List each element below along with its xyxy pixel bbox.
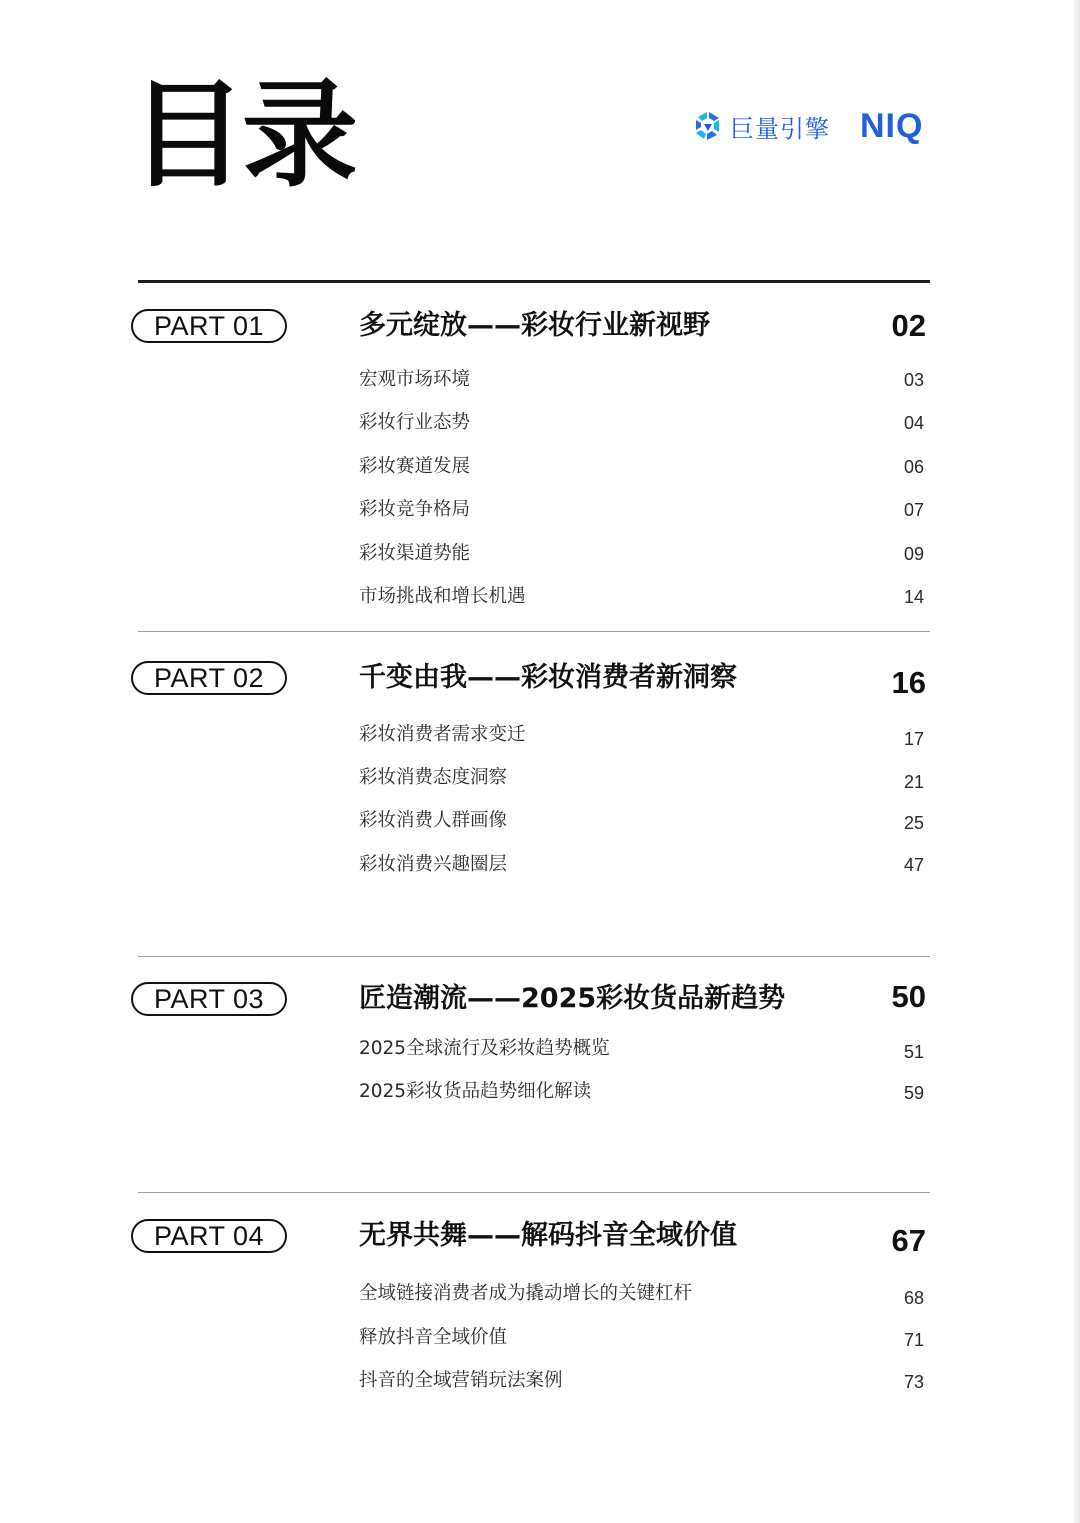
niq-logo: NIQ (860, 106, 924, 145)
part-badge: PART 04 (131, 1219, 287, 1253)
toc-item[interactable] (0, 722, 1080, 748)
toc-item-label: 彩妆赛道发展 (359, 456, 471, 477)
toc-item[interactable] (0, 367, 1080, 393)
toc-item-label: 市场挑战和增长机遇 (359, 586, 526, 607)
section-page-number: 02 (891, 308, 926, 343)
toc-item[interactable] (0, 852, 1080, 878)
toc-item[interactable] (0, 410, 1080, 436)
toc-item-page: 17 (903, 729, 924, 749)
section-page-number: 16 (891, 665, 926, 700)
toc-item[interactable] (0, 497, 1080, 523)
section-page-number: 67 (891, 1223, 926, 1258)
toc-item-label: 2025全球流行及彩妆趋势概览 (359, 1038, 610, 1059)
toc-item[interactable] (0, 1281, 1080, 1307)
toc-item-page: 68 (903, 1288, 924, 1308)
section-divider (138, 956, 930, 957)
brand-logos (692, 106, 923, 146)
toc-item-label: 彩妆消费者需求变迁 (359, 724, 526, 745)
toc-item[interactable] (0, 808, 1080, 834)
toc-item-label: 彩妆行业态势 (359, 412, 471, 433)
top-rule (138, 280, 930, 283)
toc-item[interactable] (0, 1325, 1080, 1351)
toc-item[interactable] (0, 454, 1080, 480)
toc-item-page: 09 (903, 544, 924, 564)
toc-item-label: 彩妆渠道势能 (359, 543, 471, 564)
ocean-engine-brand-text: 巨量引擎 (730, 114, 830, 143)
section-divider (138, 1192, 930, 1193)
section-title[interactable]: 无界共舞——解码抖音全域价值 (359, 1220, 737, 1251)
ocean-engine-logo-icon (692, 109, 726, 143)
section-divider (138, 631, 930, 632)
toc-item-page: 21 (903, 772, 924, 792)
toc-item-label: 全域链接消费者成为撬动增长的关键杠杆 (359, 1283, 693, 1304)
toc-item-page: 71 (903, 1330, 924, 1350)
toc-item-label: 抖音的全域营销玩法案例 (359, 1370, 563, 1391)
section-title[interactable]: 匠造潮流——2025彩妆货品新趋势 (359, 983, 786, 1014)
toc-item[interactable] (0, 541, 1080, 567)
toc-item[interactable] (0, 765, 1080, 791)
toc-item-page: 51 (903, 1042, 924, 1062)
toc-item-page: 07 (903, 500, 924, 520)
toc-item[interactable] (0, 1036, 1080, 1062)
toc-item-page: 47 (903, 855, 924, 875)
toc-item[interactable] (0, 1368, 1080, 1394)
toc-item-page: 03 (903, 370, 924, 390)
toc-item-page: 59 (903, 1083, 924, 1103)
page-title: 目录 (130, 68, 354, 203)
toc-item-label: 彩妆消费兴趣圈层 (359, 854, 508, 875)
toc-item-page: 14 (903, 587, 924, 607)
toc-item-label: 彩妆消费态度洞察 (359, 767, 508, 788)
section-title[interactable]: 多元绽放——彩妆行业新视野 (359, 310, 710, 341)
toc-item[interactable] (0, 584, 1080, 610)
toc-item-page: 04 (903, 413, 924, 433)
toc-item-label: 宏观市场环境 (359, 369, 471, 390)
toc-item-page: 73 (903, 1372, 924, 1392)
toc-item-label: 释放抖音全域价值 (359, 1327, 508, 1348)
part-badge: PART 03 (131, 982, 287, 1016)
toc-item-label: 彩妆竞争格局 (359, 499, 471, 520)
section-title[interactable]: 千变由我——彩妆消费者新洞察 (359, 662, 737, 693)
toc-item-page: 06 (903, 457, 924, 477)
part-badge: PART 02 (131, 661, 287, 695)
part-badge: PART 01 (131, 309, 287, 343)
toc-item[interactable] (0, 1079, 1080, 1105)
section-page-number: 50 (891, 979, 926, 1014)
toc-item-label: 彩妆消费人群画像 (359, 810, 508, 831)
toc-item-page: 25 (903, 813, 924, 833)
toc-item-label: 2025彩妆货品趋势细化解读 (359, 1081, 592, 1102)
